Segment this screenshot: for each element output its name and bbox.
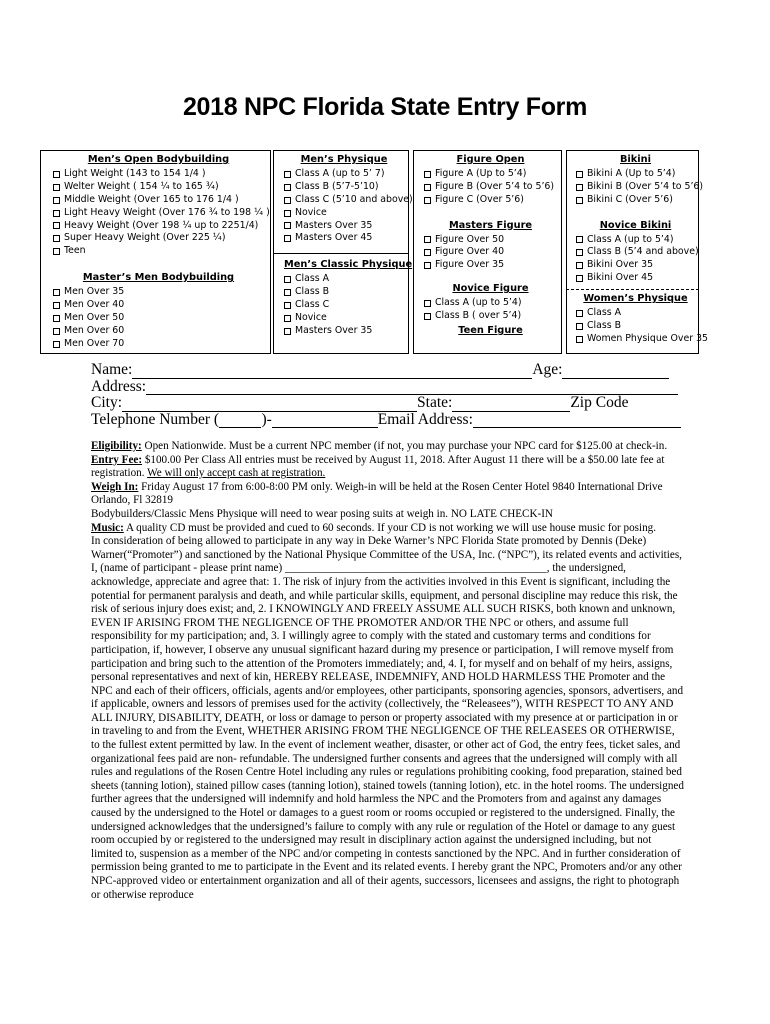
- class-option[interactable]: Men Over 70: [53, 338, 264, 351]
- phone-area-field[interactable]: [219, 414, 261, 428]
- checkbox[interactable]: [284, 315, 291, 322]
- class-option[interactable]: Light Heavy Weight (Over 176 ¾ to 198 ¼ ): [53, 207, 264, 220]
- phone-number-field[interactable]: [272, 414, 378, 428]
- checkbox[interactable]: [284, 276, 291, 283]
- checkbox[interactable]: [424, 262, 431, 269]
- state-field[interactable]: [452, 398, 570, 412]
- mens-classic-heading: Men’s Classic Physique: [284, 259, 413, 271]
- class-option[interactable]: Light Weight (143 to 154 1/4 ): [53, 168, 264, 181]
- checkbox[interactable]: [284, 197, 291, 204]
- class-option[interactable]: Figure Over 35: [424, 259, 557, 272]
- checkbox[interactable]: [576, 336, 583, 343]
- checkbox[interactable]: [284, 184, 291, 191]
- name-row: [91, 362, 681, 379]
- class-option[interactable]: Class C (5’10 and above): [284, 194, 404, 207]
- class-option[interactable]: Novice: [284, 312, 404, 325]
- posing-suits-paragraph: Bodybuilders/Classic Mens Physique will need to wear posing suits at weigh in. NO LATE CHECK-IN: [91, 507, 553, 520]
- checkbox[interactable]: [53, 197, 60, 204]
- checkbox[interactable]: [576, 236, 583, 243]
- class-option[interactable]: Class B: [284, 286, 404, 299]
- entry-fee-paragraph: Entry Fee: $100.00 Per Class All entries must be received by August 11, 2018. After August 11 there will be a $50.00 late fee at registration. We will only accept cash at registration.: [91, 453, 665, 480]
- checkbox[interactable]: [53, 222, 60, 229]
- checkbox[interactable]: [53, 248, 60, 255]
- class-option[interactable]: Bikini A (Up to 5’4): [576, 168, 695, 181]
- class-option[interactable]: Men Over 40: [53, 299, 264, 312]
- class-option[interactable]: Class A: [284, 273, 404, 286]
- checkbox[interactable]: [53, 235, 60, 242]
- class-option[interactable]: Women Physique Over 35: [576, 333, 695, 346]
- novice-bikini-heading: Novice Bikini: [599, 219, 672, 231]
- checkbox[interactable]: [53, 184, 60, 191]
- class-option[interactable]: Class C: [284, 299, 404, 312]
- checkbox[interactable]: [576, 184, 583, 191]
- address-field[interactable]: [146, 381, 678, 395]
- checkbox[interactable]: [53, 210, 60, 217]
- class-option[interactable]: Class B (5’7-5’10): [284, 181, 404, 194]
- email-field[interactable]: [473, 414, 681, 428]
- age-label: Age:: [532, 361, 563, 378]
- class-option[interactable]: Class A: [576, 307, 695, 320]
- class-option[interactable]: Men Over 50: [53, 312, 264, 325]
- rules-and-waiver: [91, 440, 685, 902]
- checkbox[interactable]: [284, 302, 291, 309]
- class-option[interactable]: Figure Over 40: [424, 246, 557, 259]
- class-option[interactable]: Bikini Over 35: [576, 259, 695, 272]
- city-field[interactable]: [122, 398, 417, 412]
- eligibility-paragraph: Eligibility: Open Nationwide. Must be a current NPC member (if not, you may purchase your NPC card for $125.00 at check-in.: [91, 440, 668, 452]
- class-option[interactable]: Figure A (Up to 5’4): [424, 168, 557, 181]
- class-option[interactable]: Class B ( over 5’4): [424, 310, 557, 323]
- address-label: Address:: [91, 377, 147, 395]
- mens-open-bodybuilding-box: [40, 150, 271, 354]
- checkbox[interactable]: [284, 328, 291, 335]
- figure-box: [413, 150, 562, 354]
- name-field[interactable]: [132, 365, 532, 379]
- checkbox[interactable]: [576, 310, 583, 317]
- class-option[interactable]: Masters Over 35: [284, 325, 404, 338]
- name-label: Name:: [91, 361, 133, 378]
- phone-label: Telephone Number (: [91, 410, 220, 428]
- class-option[interactable]: Heavy Weight (Over 198 ¼ up to 2251/4): [53, 220, 264, 233]
- womens-physique-heading: Women’s Physique: [583, 293, 688, 305]
- checkbox[interactable]: [53, 302, 60, 309]
- music-paragraph: Music: A quality CD must be provided and cued to 60 seconds. If your CD is not working we will use house music for posing.: [91, 521, 657, 534]
- mens-physique-box: [273, 150, 413, 354]
- checkbox[interactable]: [576, 197, 583, 204]
- phone-separator: )-: [261, 410, 272, 428]
- weigh-in-paragraph: Weigh In: Friday August 17 from 6:00-8:00 PM only. Weigh-in will be held at the Rosen Center Hotel 9840 International Drive Orlando, Fl 32819: [91, 480, 663, 507]
- checkbox[interactable]: [53, 171, 60, 178]
- checkbox[interactable]: [576, 249, 583, 256]
- class-option[interactable]: Masters Over 35: [284, 220, 404, 233]
- page-title: 2018 NPC Florida State Entry Form: [182, 93, 588, 121]
- checkbox[interactable]: [53, 328, 60, 335]
- class-option[interactable]: Middle Weight (Over 165 to 176 1/4 ): [53, 194, 264, 207]
- teen-figure-heading: Teen Figure: [458, 324, 523, 336]
- checkbox[interactable]: [424, 236, 431, 243]
- zip-label: Zip Code: [570, 394, 629, 411]
- class-option[interactable]: Class A (up to 5’4): [424, 297, 557, 310]
- mens-physique-heading: Men’s Physique: [300, 154, 388, 165]
- waiver-paragraph: In consideration of being allowed to participate in any way in Deke Warner’s NPC Florida State promoted by Dennis (Deke) Warner(“Promoter”) and sanctioned by the National Physique Committee of the USA, Inc. (“NPC”), its related events and activities, I, (name of participant - please print name) _______________________________________________, the undersigned, acknowledge, appreciate and agree that: 1. The risk of injury from the activities involved in this Event is significant, including the potential for permanent paralysis and death, and while particular skills, equipment, and personal discipline may reduce this risk, the risk of serious injury does exist; and, 2. I KNOWINGLY AND FREELY ASSUME ALL SUCH RISKS, both known and unknown, EVEN IF ARISING FROM THE NEGLIGENCE OF THE PROMOTER AND/OR THE NPC or others, and assume full responsibility for my participation; and, 3. I willingly agree to comply with the stated and customary terms and conditions for participation, if, however, I observe any unusual significant hazard during my presence or participation, I will remove myself from participation and bring such to the attention of the Promoters immediately; and, 4. I, for myself and on behalf of my heirs, assigns, personal representatives and next of kin, HEREBY RELEASE, INDEMNIFY, AND HOLD HARMLESS THE Promoter and the NPC and each of their officers, officials, agents and/or employees, other participants, sponsoring agencies, sponsors, advertisers, and if applicable, owners and lessors of premises used for the activity (collectively, the “Releasees”), WITH RESPECT TO ANY AND ALL INJURY, DISABILITY, DEATH, or loss or damage to person or property associated with my presence at or participation in or in traveling to and from the Event, WHETHER ARISING FROM THE NEGLIGENCE OF THE RELEASEES OR OTHERWISE, to the fullest extent permitted by law. In the event of inclement weather, disaster, or other act of God, the entry fees, ticket sales, and organizational fees paid are non- refundable. The undersigned further consents and agrees that the undersigned will comply with all rules and regulations of the Rosen Centre Hotel including any rules or regulations prohibiting cooking, food preparation, stained bed sheets (tanning lotion), stained pillow cases (tanning lotion), stained towels (tanning lotion), etc. in the hotel rooms. The undersigned further agrees that the undersigned will indemnify and hold harmless the NPC and the Promoters from and against any damages caused by the undersigned to the Hotel or damages to a guest room or rooms occupied or registered to the undersigned. Finally, the undersigned acknowledges that the undersigned’s failure to comply with any rule or regulation of the Hotel or damage to any guest room occupied by or registered to the undersigned may result in disciplinary action against the undersigned including, but not limited to, suspension as a member of the NPC and/or competing in contests sanctioned by the NPC. And in further consideration of permission being granted to me to participate in the Event and its related events. I hereby grant the NPC, Promoters and/or any other NPC-approved video or entertainment organization and all of their agents, successors, licensees and assigns, the right to photograph or otherwise reproduce: [91, 535, 684, 901]
- checkbox[interactable]: [424, 313, 431, 320]
- phone-email-row: [91, 412, 681, 429]
- checkbox[interactable]: [284, 235, 291, 242]
- checkbox[interactable]: [284, 171, 291, 178]
- bikini-box: [566, 150, 709, 354]
- checkbox[interactable]: [284, 222, 291, 229]
- class-option[interactable]: Welter Weight ( 154 ¼ to 165 ¾): [53, 181, 264, 194]
- masters-figure-heading: Masters Figure: [448, 219, 533, 231]
- class-option[interactable]: Class B: [576, 320, 695, 333]
- figure-open-heading: Figure Open: [456, 154, 525, 165]
- class-option[interactable]: Men Over 35: [53, 286, 264, 299]
- checkbox[interactable]: [284, 289, 291, 296]
- class-option[interactable]: Class B (5’4 and above): [576, 246, 695, 259]
- checkbox[interactable]: [53, 341, 60, 348]
- checkbox[interactable]: [424, 171, 431, 178]
- class-option[interactable]: Class A (up to 5’ 7): [284, 168, 404, 181]
- class-option[interactable]: Bikini C (Over 5’6): [576, 194, 695, 207]
- checkbox[interactable]: [284, 210, 291, 217]
- masters-men-heading: Master’s Men Bodybuilding: [82, 272, 235, 284]
- mens-open-heading: Men’s Open Bodybuilding: [87, 154, 230, 165]
- class-option[interactable]: Figure B (Over 5’4 to 5’6): [424, 181, 557, 194]
- checkbox[interactable]: [576, 171, 583, 178]
- checkbox[interactable]: [424, 197, 431, 204]
- class-option[interactable]: Super Heavy Weight (Over 225 ¼): [53, 232, 264, 245]
- class-option[interactable]: Teen: [53, 245, 264, 258]
- separator: [566, 289, 699, 290]
- city-label: City:: [91, 394, 123, 411]
- checkbox[interactable]: [424, 300, 431, 307]
- novice-figure-heading: Novice Figure: [452, 283, 529, 295]
- class-option[interactable]: Bikini Over 45: [576, 272, 695, 285]
- class-option[interactable]: Figure Over 50: [424, 234, 557, 247]
- checkbox[interactable]: [576, 275, 583, 282]
- checkbox[interactable]: [576, 262, 583, 269]
- class-option[interactable]: Novice: [284, 207, 404, 220]
- checkbox[interactable]: [424, 184, 431, 191]
- checkbox[interactable]: [576, 323, 583, 330]
- state-label: State:: [417, 394, 453, 411]
- address-row: [91, 379, 681, 396]
- bikini-heading: Bikini: [619, 154, 652, 165]
- city-row: [91, 395, 681, 412]
- personal-info-fields: [91, 362, 681, 428]
- class-option[interactable]: Bikini B (Over 5’4 to 5’6): [576, 181, 695, 194]
- class-option[interactable]: Men Over 60: [53, 325, 264, 338]
- checkbox[interactable]: [53, 315, 60, 322]
- class-option[interactable]: Figure C (Over 5’6): [424, 194, 557, 207]
- age-field[interactable]: [562, 365, 669, 379]
- checkbox[interactable]: [53, 289, 60, 296]
- checkbox[interactable]: [424, 249, 431, 256]
- class-option[interactable]: Masters Over 45: [284, 232, 404, 245]
- email-label: Email Address:: [377, 410, 473, 428]
- class-option[interactable]: Class A (up to 5’4): [576, 234, 695, 247]
